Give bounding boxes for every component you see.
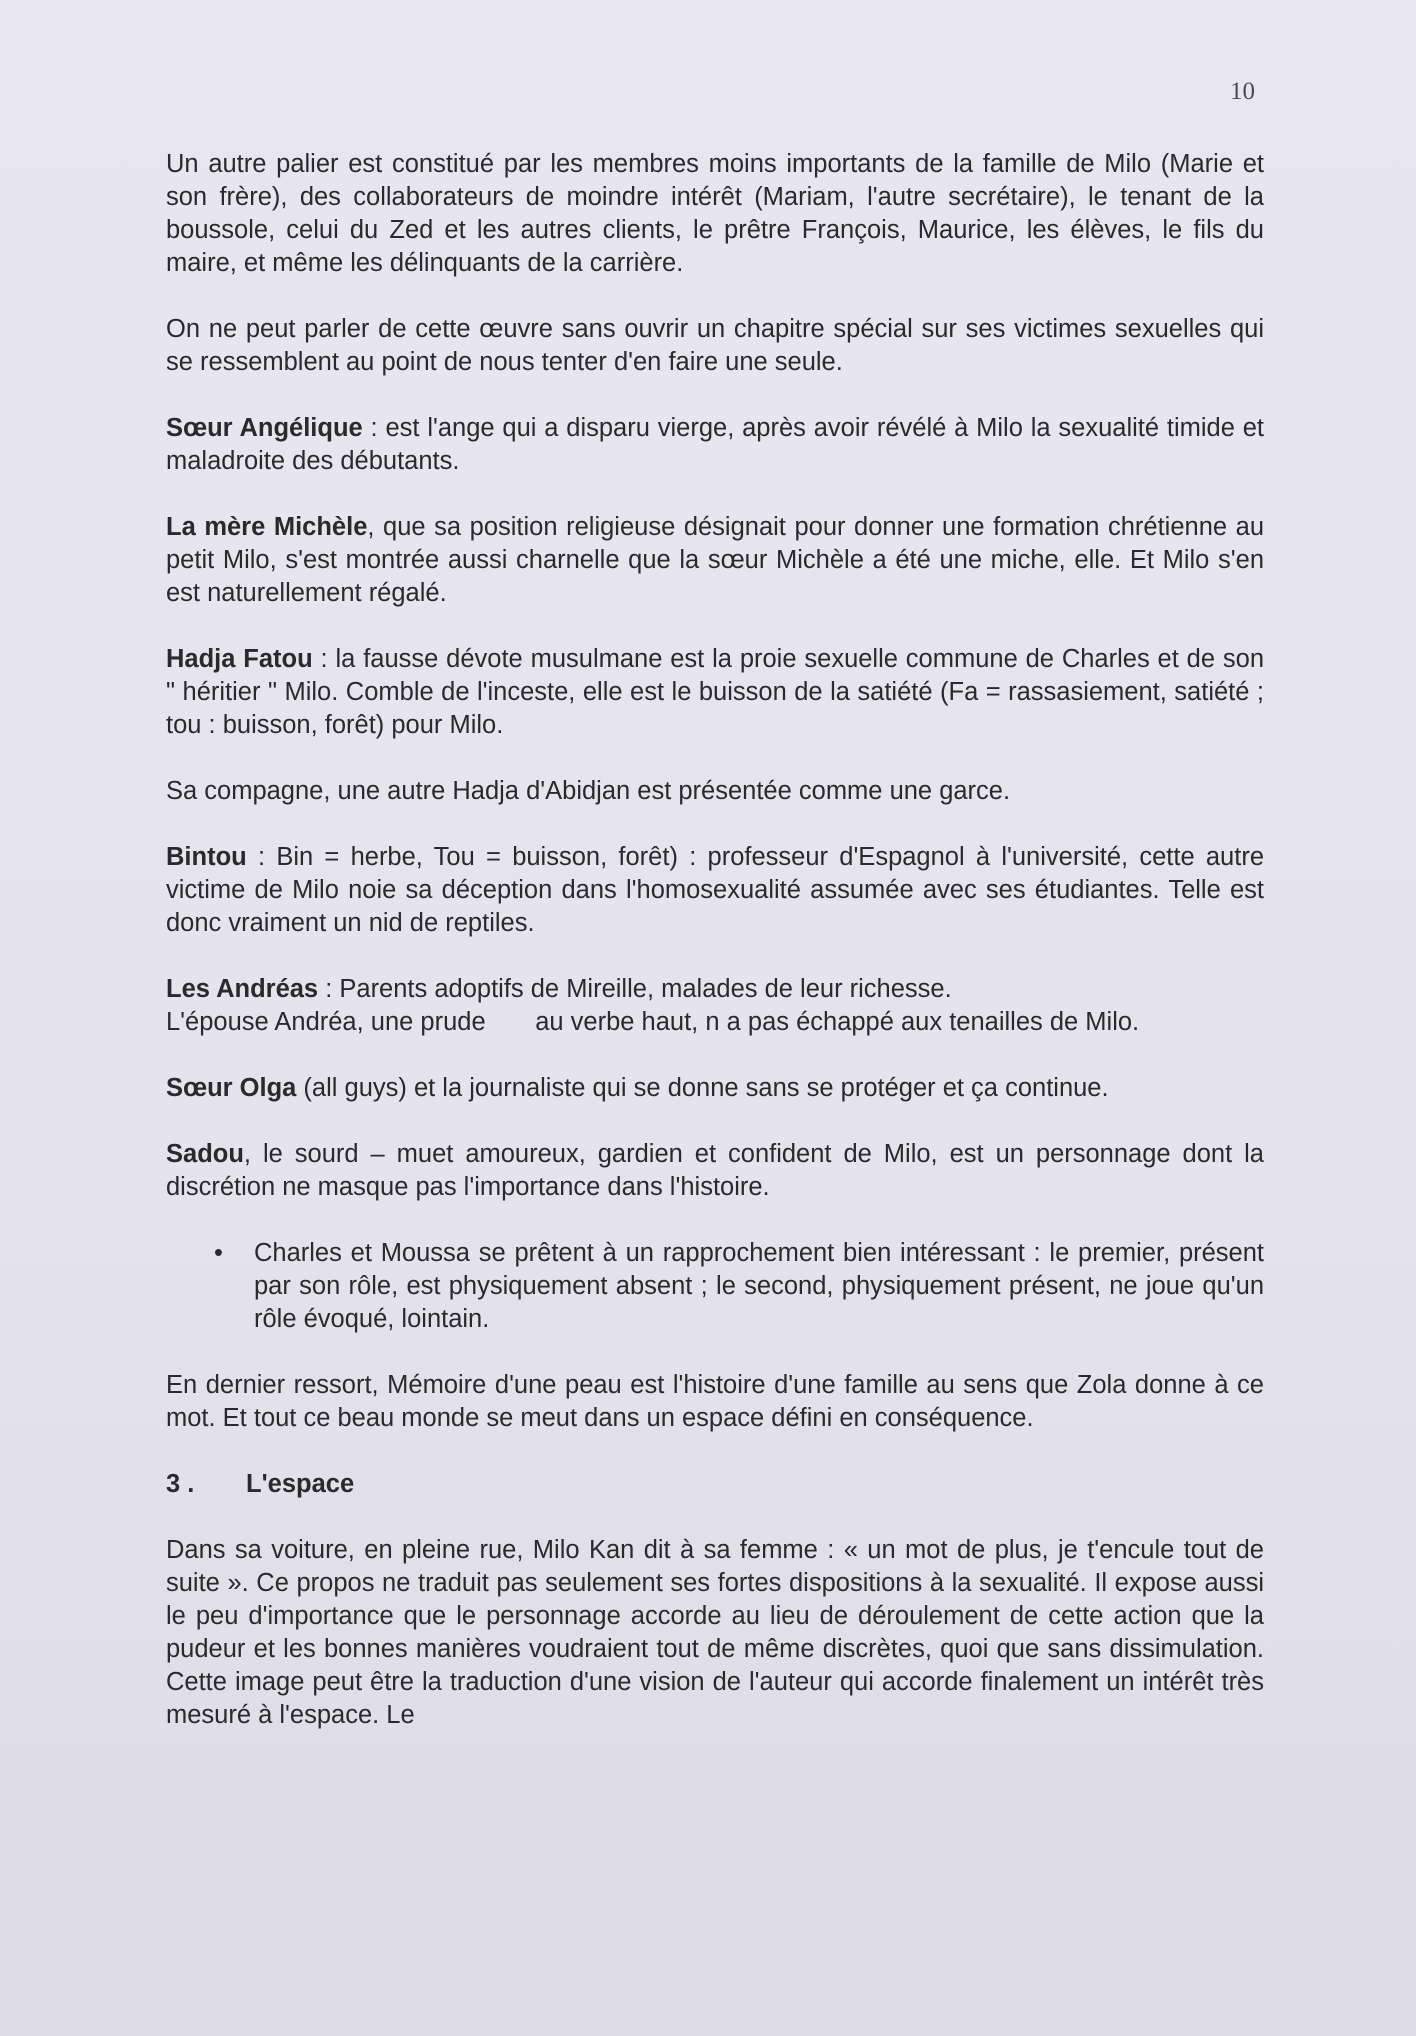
character-description: , que sa position religieuse désignait pour donner une formation chrétienne au petit Milo, s'est montrée aussi charnelle que la sœur Michèle a été une miche, elle. Et Milo s'en est naturellement régalé. <box>166 513 1265 607</box>
andreas-line-2: L'épouse Andréa, une prude au verbe haut, n a pas échappé aux tenailles de Milo. <box>166 1008 1140 1036</box>
paragraph-conclusion: En dernier ressort, Mémoire d'une peau est l'histoire d'une famille au sens que Zola donne à ce mot. Et tout ce beau monde se meut dans un espace défini en conséquence. <box>166 1371 1264 1432</box>
paragraph-soeur-olga <box>166 1072 1264 1105</box>
page-content <box>166 148 1264 1765</box>
list-item <box>214 1237 1264 1336</box>
character-name: Sœur Angélique <box>166 414 363 442</box>
character-description: : Bin = herbe, Tou = buisson, forêt) : professeur d'Espagnol à l'université, cette autre victime de Milo noie sa déception dans l'homosexualité assumée avec ses étudiantes. Telle est donc vraiment un nid de reptiles. <box>166 843 1264 937</box>
page-number: 10 <box>1230 78 1255 105</box>
bullet-icon: • <box>214 1239 223 1267</box>
section-number: 3 . <box>166 1470 195 1498</box>
character-description: , le sourd – muet amoureux, gardien et confident de Milo, est un personnage dont la discrétion ne masque pas l'importance dans l'histoire. <box>166 1140 1264 1201</box>
paragraph-sadou <box>166 1138 1264 1204</box>
character-name: La mère Michèle <box>166 513 368 541</box>
paragraph-victims-intro: On ne peut parler de cette œuvre sans ouvrir un chapitre spécial sur ses victimes sexuelles qui se ressemblent au point de nous tenter d'en faire une seule. <box>166 315 1264 376</box>
character-name: Sœur Olga <box>166 1074 297 1102</box>
character-description: : Parents adoptifs de Mireille, malades de leur richesse. <box>318 975 952 1003</box>
paragraph-compagne: Sa compagne, une autre Hadja d'Abidjan est présentée comme une garce. <box>166 777 1011 805</box>
character-name: Bintou <box>166 843 247 871</box>
character-description: : la fausse dévote musulmane est la proie sexuelle commune de Charles et de son " héritier " Milo. Comble de l'inceste, elle est le buisson de la satiété (Fa = rassasiement, satiété ; tou : buisson, forêt) pour Milo. <box>166 645 1264 739</box>
paragraph-espace: Dans sa voiture, en pleine rue, Milo Kan dit à sa femme : « un mot de plus, je t'encule tout de suite ». Ce propos ne traduit pas seulement ses fortes dispositions à la sexualité. Il expose aussi le peu d'importance que le personnage accorde au lieu de déroulement de cette action que la pudeur et les bonnes manières voudraient tout de même discrètes, quoi que sans dissimulation. Cette image peut être la traduction d'une vision de l'auteur qui accorde finalement un intérêt très mesuré à l'espace. Le <box>166 1536 1264 1729</box>
andreas-line-1 <box>166 973 1264 1006</box>
character-description: (all guys) et la journaliste qui se donne sans se protéger et ça continue. <box>296 1074 1109 1102</box>
paragraph-soeur-angelique <box>166 412 1264 478</box>
section-heading <box>166 1468 1264 1501</box>
paragraph-andreas <box>166 973 1264 1039</box>
list-item-text: Charles et Moussa se prêtent à un rapprochement bien intéressant : le premier, présent par son rôle, est physiquement absent ; le second, physiquement présent, ne joue qu'un rôle évoqué, lointain. <box>254 1239 1264 1333</box>
character-description: : est l'ange qui a disparu vierge, après avoir révélé à Milo la sexualité timide et maladroite des débutants. <box>166 414 1264 475</box>
paragraph-family-members: Un autre palier est constitué par les membres moins importants de la famille de Milo (Marie et son frère), des collaborateurs de moindre intérêt (Mariam, l'autre secrétaire), le tenant de la boussole, celui du Zed et les autres clients, le prêtre François, Maurice, les élèves, le fils du maire, et même les délinquants de la carrière. <box>166 150 1264 277</box>
paragraph-hadja-fatou <box>166 643 1264 742</box>
character-name: Hadja Fatou <box>166 645 313 673</box>
paragraph-mere-michele <box>166 511 1264 610</box>
paragraph-bintou <box>166 841 1264 940</box>
bullet-list <box>166 1237 1264 1336</box>
character-name: Les Andréas <box>166 975 319 1003</box>
section-title: L'espace <box>246 1470 355 1498</box>
character-name: Sadou <box>166 1140 244 1168</box>
